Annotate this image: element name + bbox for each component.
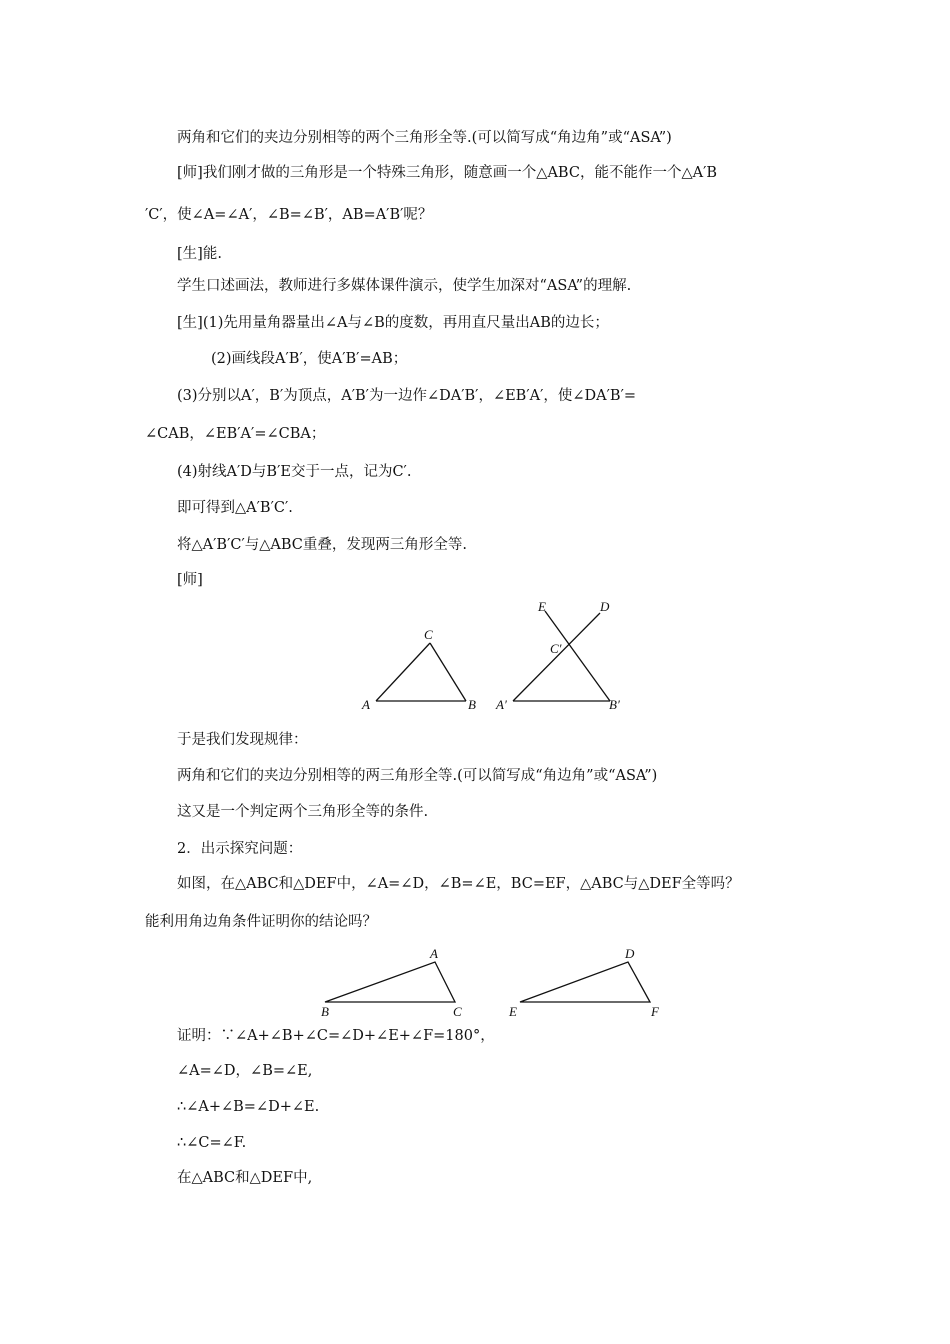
text-line: ∠A=∠D，∠B=∠E, — [177, 1063, 313, 1079]
triangle-def — [520, 962, 650, 1002]
text-line: 即可得到△A′B′C′. — [177, 500, 293, 516]
label-d: D — [625, 946, 635, 961]
label-d: D — [600, 599, 610, 614]
label-a: A — [430, 946, 438, 961]
text-line: 这又是一个判定两个三角形全等的条件. — [177, 804, 429, 820]
text-line: (3)分别以A′，B′为顶点，A′B′为一边作∠DA′B′，∠EB′A′，使∠DA′B′= — [177, 388, 637, 404]
text-line: 两角和它们的夹边分别相等的两三角形全等.(可以简写成“角边角”或“ASA”) — [177, 768, 658, 784]
label-a-prime: A′ — [496, 697, 507, 712]
segment-ac — [376, 643, 430, 701]
label-b-prime: B′ — [609, 697, 620, 712]
text-line: [生]能. — [177, 246, 222, 262]
label-c-prime: C′ — [550, 641, 562, 656]
text-line: 学生口述画法，教师进行多媒体课件演示，使学生加深对“ASA”的理解. — [177, 278, 632, 294]
label-c: C — [424, 627, 433, 642]
segment-bc — [430, 643, 466, 701]
ray-b1e — [545, 611, 610, 701]
label-c: C — [453, 1004, 462, 1019]
triangle-construction-figure — [355, 595, 635, 720]
text-line: 两角和它们的夹边分别相等的两个三角形全等.(可以简写成“角边角”或“ASA”) — [177, 130, 672, 146]
text-line: ∠CAB，∠EB′A′=∠CBA； — [145, 426, 326, 442]
label-b: B — [321, 1004, 329, 1019]
text-line: [师] — [177, 572, 203, 588]
triangle-abc — [325, 962, 455, 1002]
label-b: B — [468, 697, 476, 712]
label-e: E — [509, 1004, 517, 1019]
text-line: ∴∠A+∠B=∠D+∠E. — [177, 1099, 320, 1115]
label-a: A — [362, 697, 370, 712]
text-line: 将△A′B′C′与△ABC重叠，发现两三角形全等. — [177, 537, 467, 553]
text-line: (4)射线A′D与B′E交于一点，记为C′. — [177, 464, 412, 480]
label-e: E — [538, 599, 546, 614]
text-line: [生](1)先用量角器量出∠A与∠B的度数，再用直尺量出AB的边长； — [177, 315, 609, 331]
text-line: 于是我们发现规律： — [177, 732, 308, 748]
text-line: [师]我们刚才做的三角形是一个特殊三角形，随意画一个△ABC，能不能作一个△A′B — [177, 165, 718, 181]
text-line: 如图，在△ABC和△DEF中，∠A=∠D，∠B=∠E，BC=EF，△ABC与△DEF全等吗？ — [177, 876, 740, 892]
text-line: ′C′，使∠A=∠A′，∠B=∠B′，AB=A′B′呢？ — [145, 207, 433, 223]
two-triangles-figure — [310, 940, 670, 1020]
text-line: 证明：∵∠A+∠B+∠C=∠D+∠E+∠F=180°， — [177, 1028, 495, 1044]
text-line: (2)画线段A′B′，使A′B′=AB； — [211, 351, 408, 367]
text-line: 在△ABC和△DEF中, — [177, 1170, 313, 1186]
text-line: ∴∠C=∠F. — [177, 1135, 247, 1151]
label-f: F — [651, 1004, 659, 1019]
text-line: 能利用角边角条件证明你的结论吗？ — [145, 914, 377, 930]
text-line: 2．出示探究问题： — [177, 841, 303, 857]
